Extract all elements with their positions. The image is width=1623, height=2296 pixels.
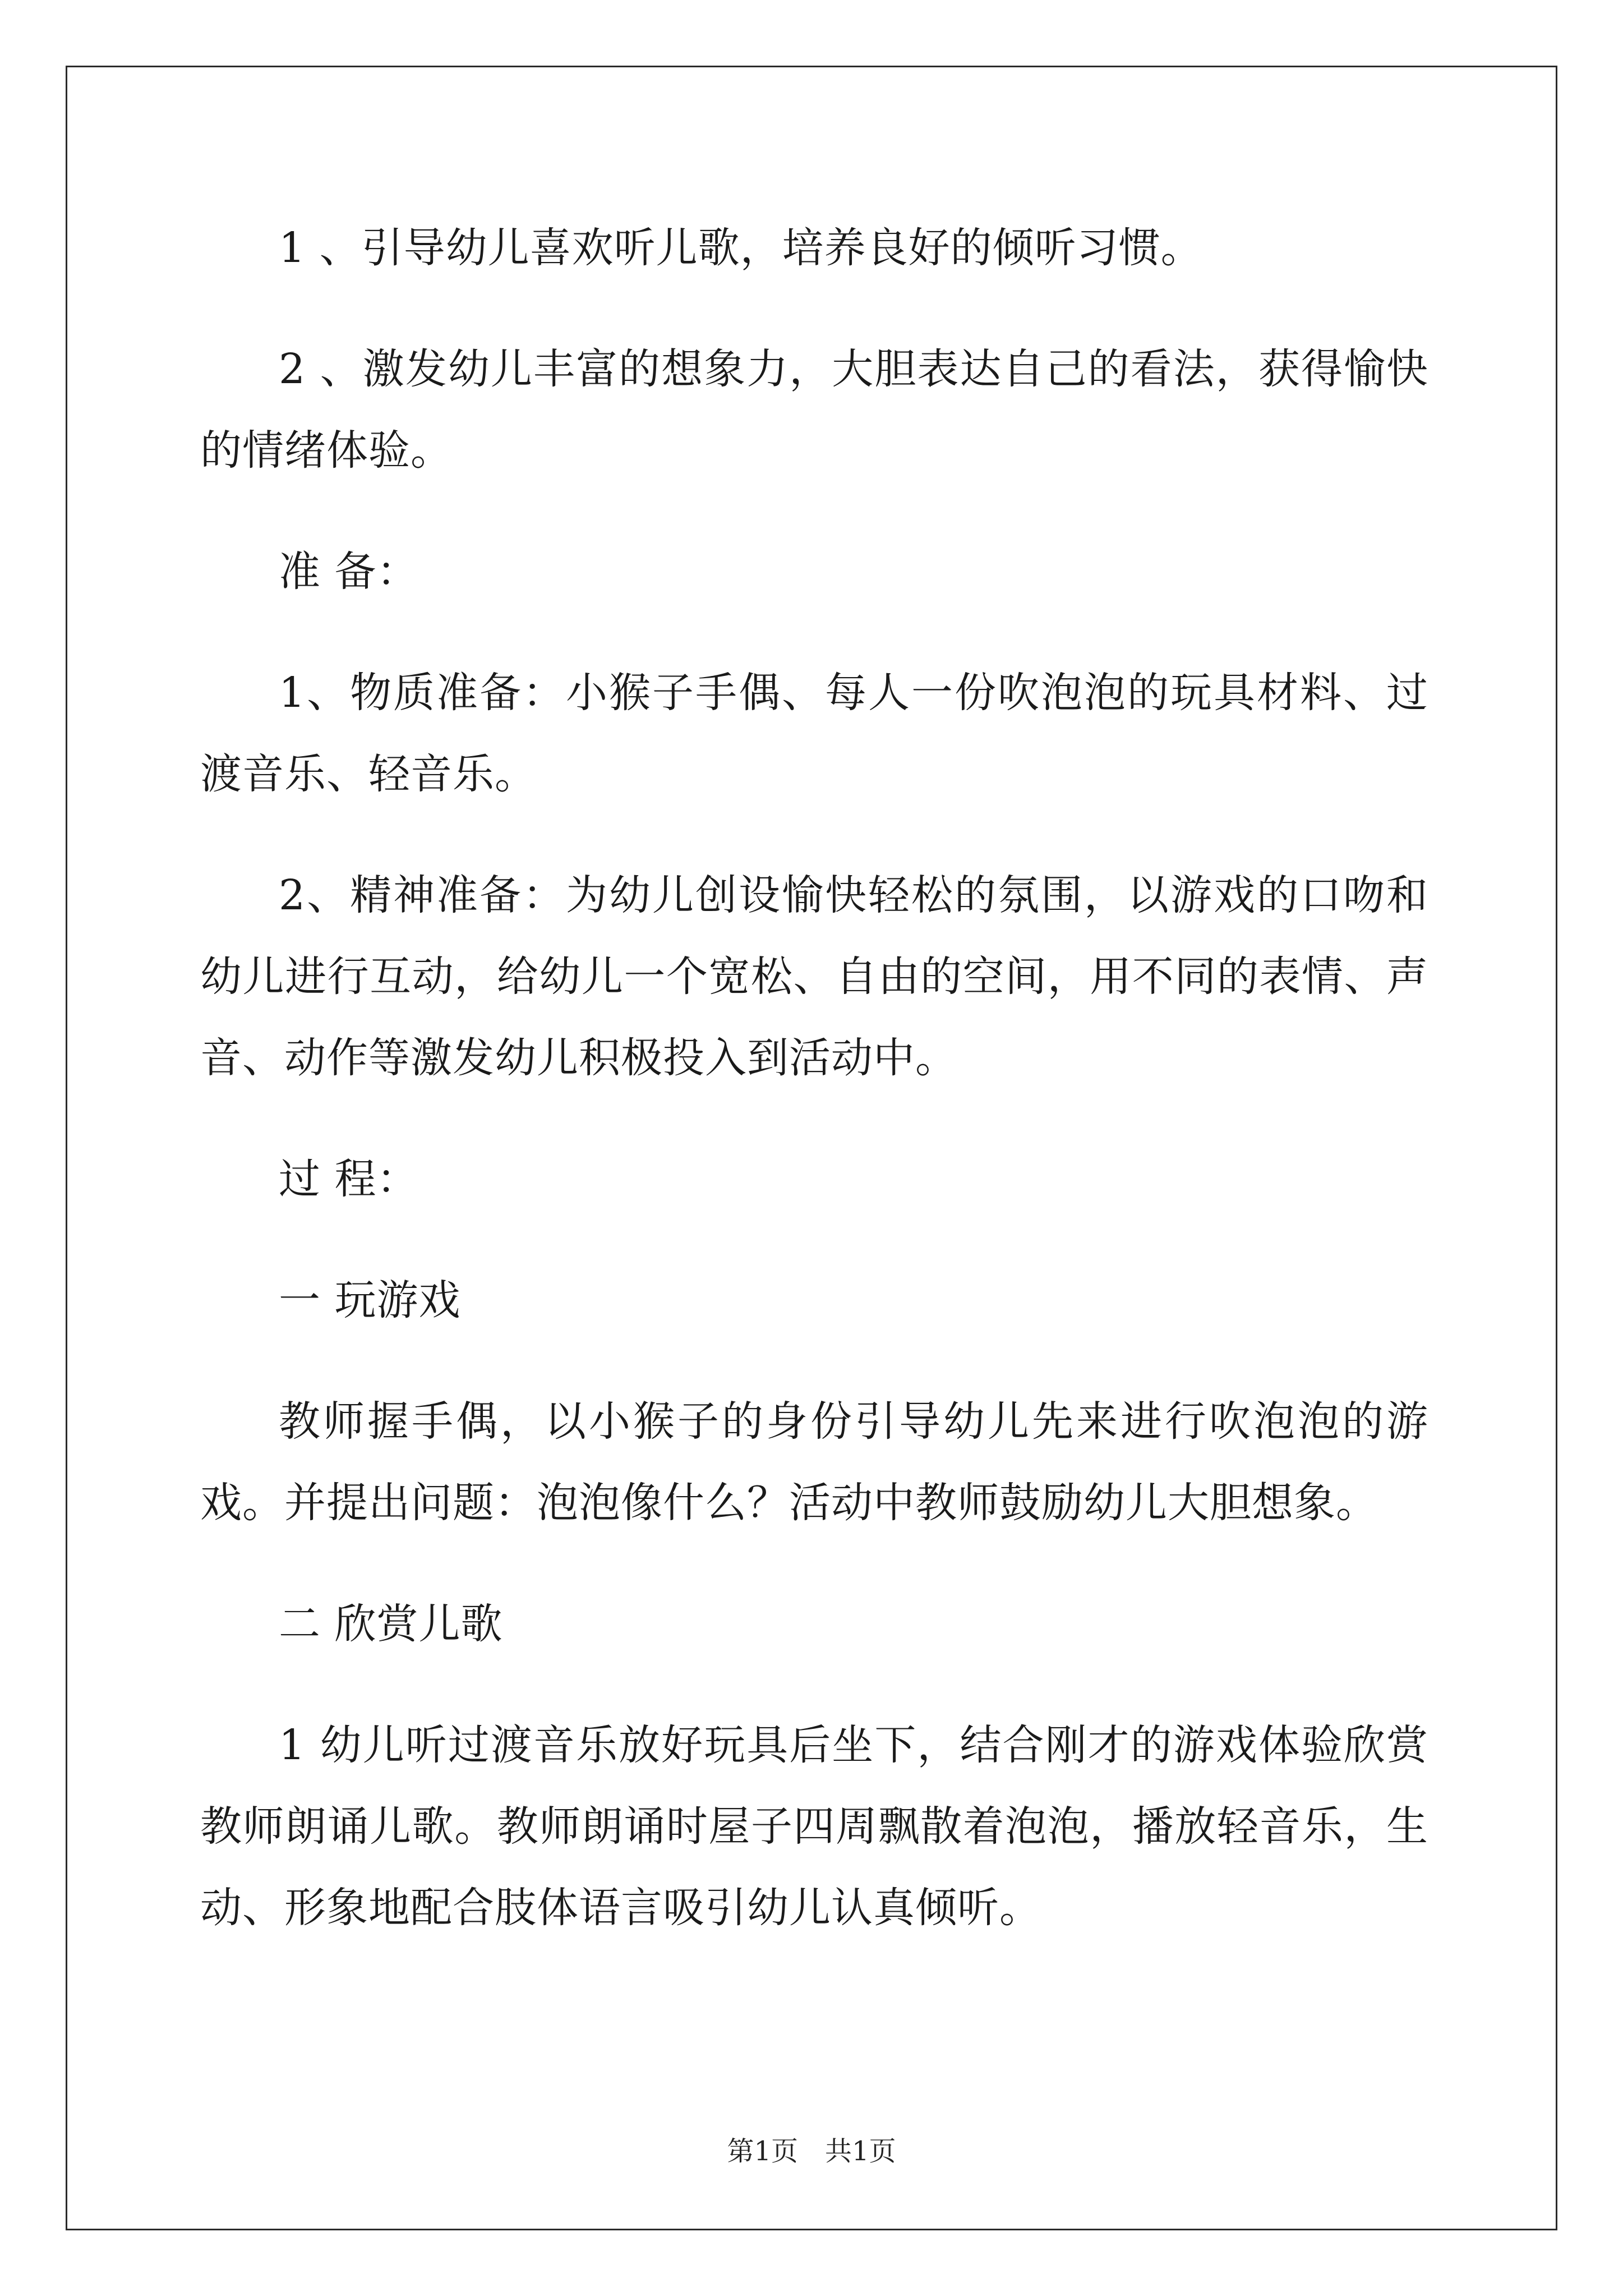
page-number: 第1页 共1页: [727, 2136, 896, 2167]
paragraph-play-game: 教师握手偶，以小猴子的身份引导幼儿先来进行吹泡泡的游戏。并提出问题：泡泡像什么？活动中教师鼓励幼儿大胆想象。: [200, 1397, 1428, 1527]
heading-preparation: 准 备：: [279, 547, 419, 596]
heading-appreciate-song: 二 欣赏儿歌: [279, 1600, 503, 1648]
heading-play-game: 一 玩游戏: [279, 1276, 461, 1324]
heading-process: 过 程：: [279, 1155, 419, 1203]
paragraph-appreciate-song: 1 幼儿听过渡音乐放好玩具后坐下，结合刚才的游戏体验欣赏教师朗诵儿歌。教师朗诵时屋子四周飘散着泡泡，播放轻音乐，生动、形象地配合肢体语言吸引幼儿认真倾听。: [200, 1721, 1428, 1932]
document-body: [200, 208, 1428, 1989]
paragraph-goal-2: 2 、激发幼儿丰富的想象力，大胆表达自己的看法，获得愉快的情绪体验。: [200, 345, 1428, 475]
paragraph-goal-1: 1 、引导幼儿喜欢听儿歌，培养良好的倾听习惯。: [279, 224, 1203, 272]
paragraph-material-prep: 1、物质准备：小猴子手偶、每人一份吹泡泡的玩具材料、过渡音乐、轻音乐。: [200, 669, 1428, 798]
paragraph-mental-prep: 2、精神准备：为幼儿创设愉快轻松的氛围，以游戏的口吻和幼儿进行互动，给幼儿一个宽松、自由的空间，用不同的表情、声音、动作等激发幼儿积极投入到活动中。: [200, 871, 1428, 1082]
